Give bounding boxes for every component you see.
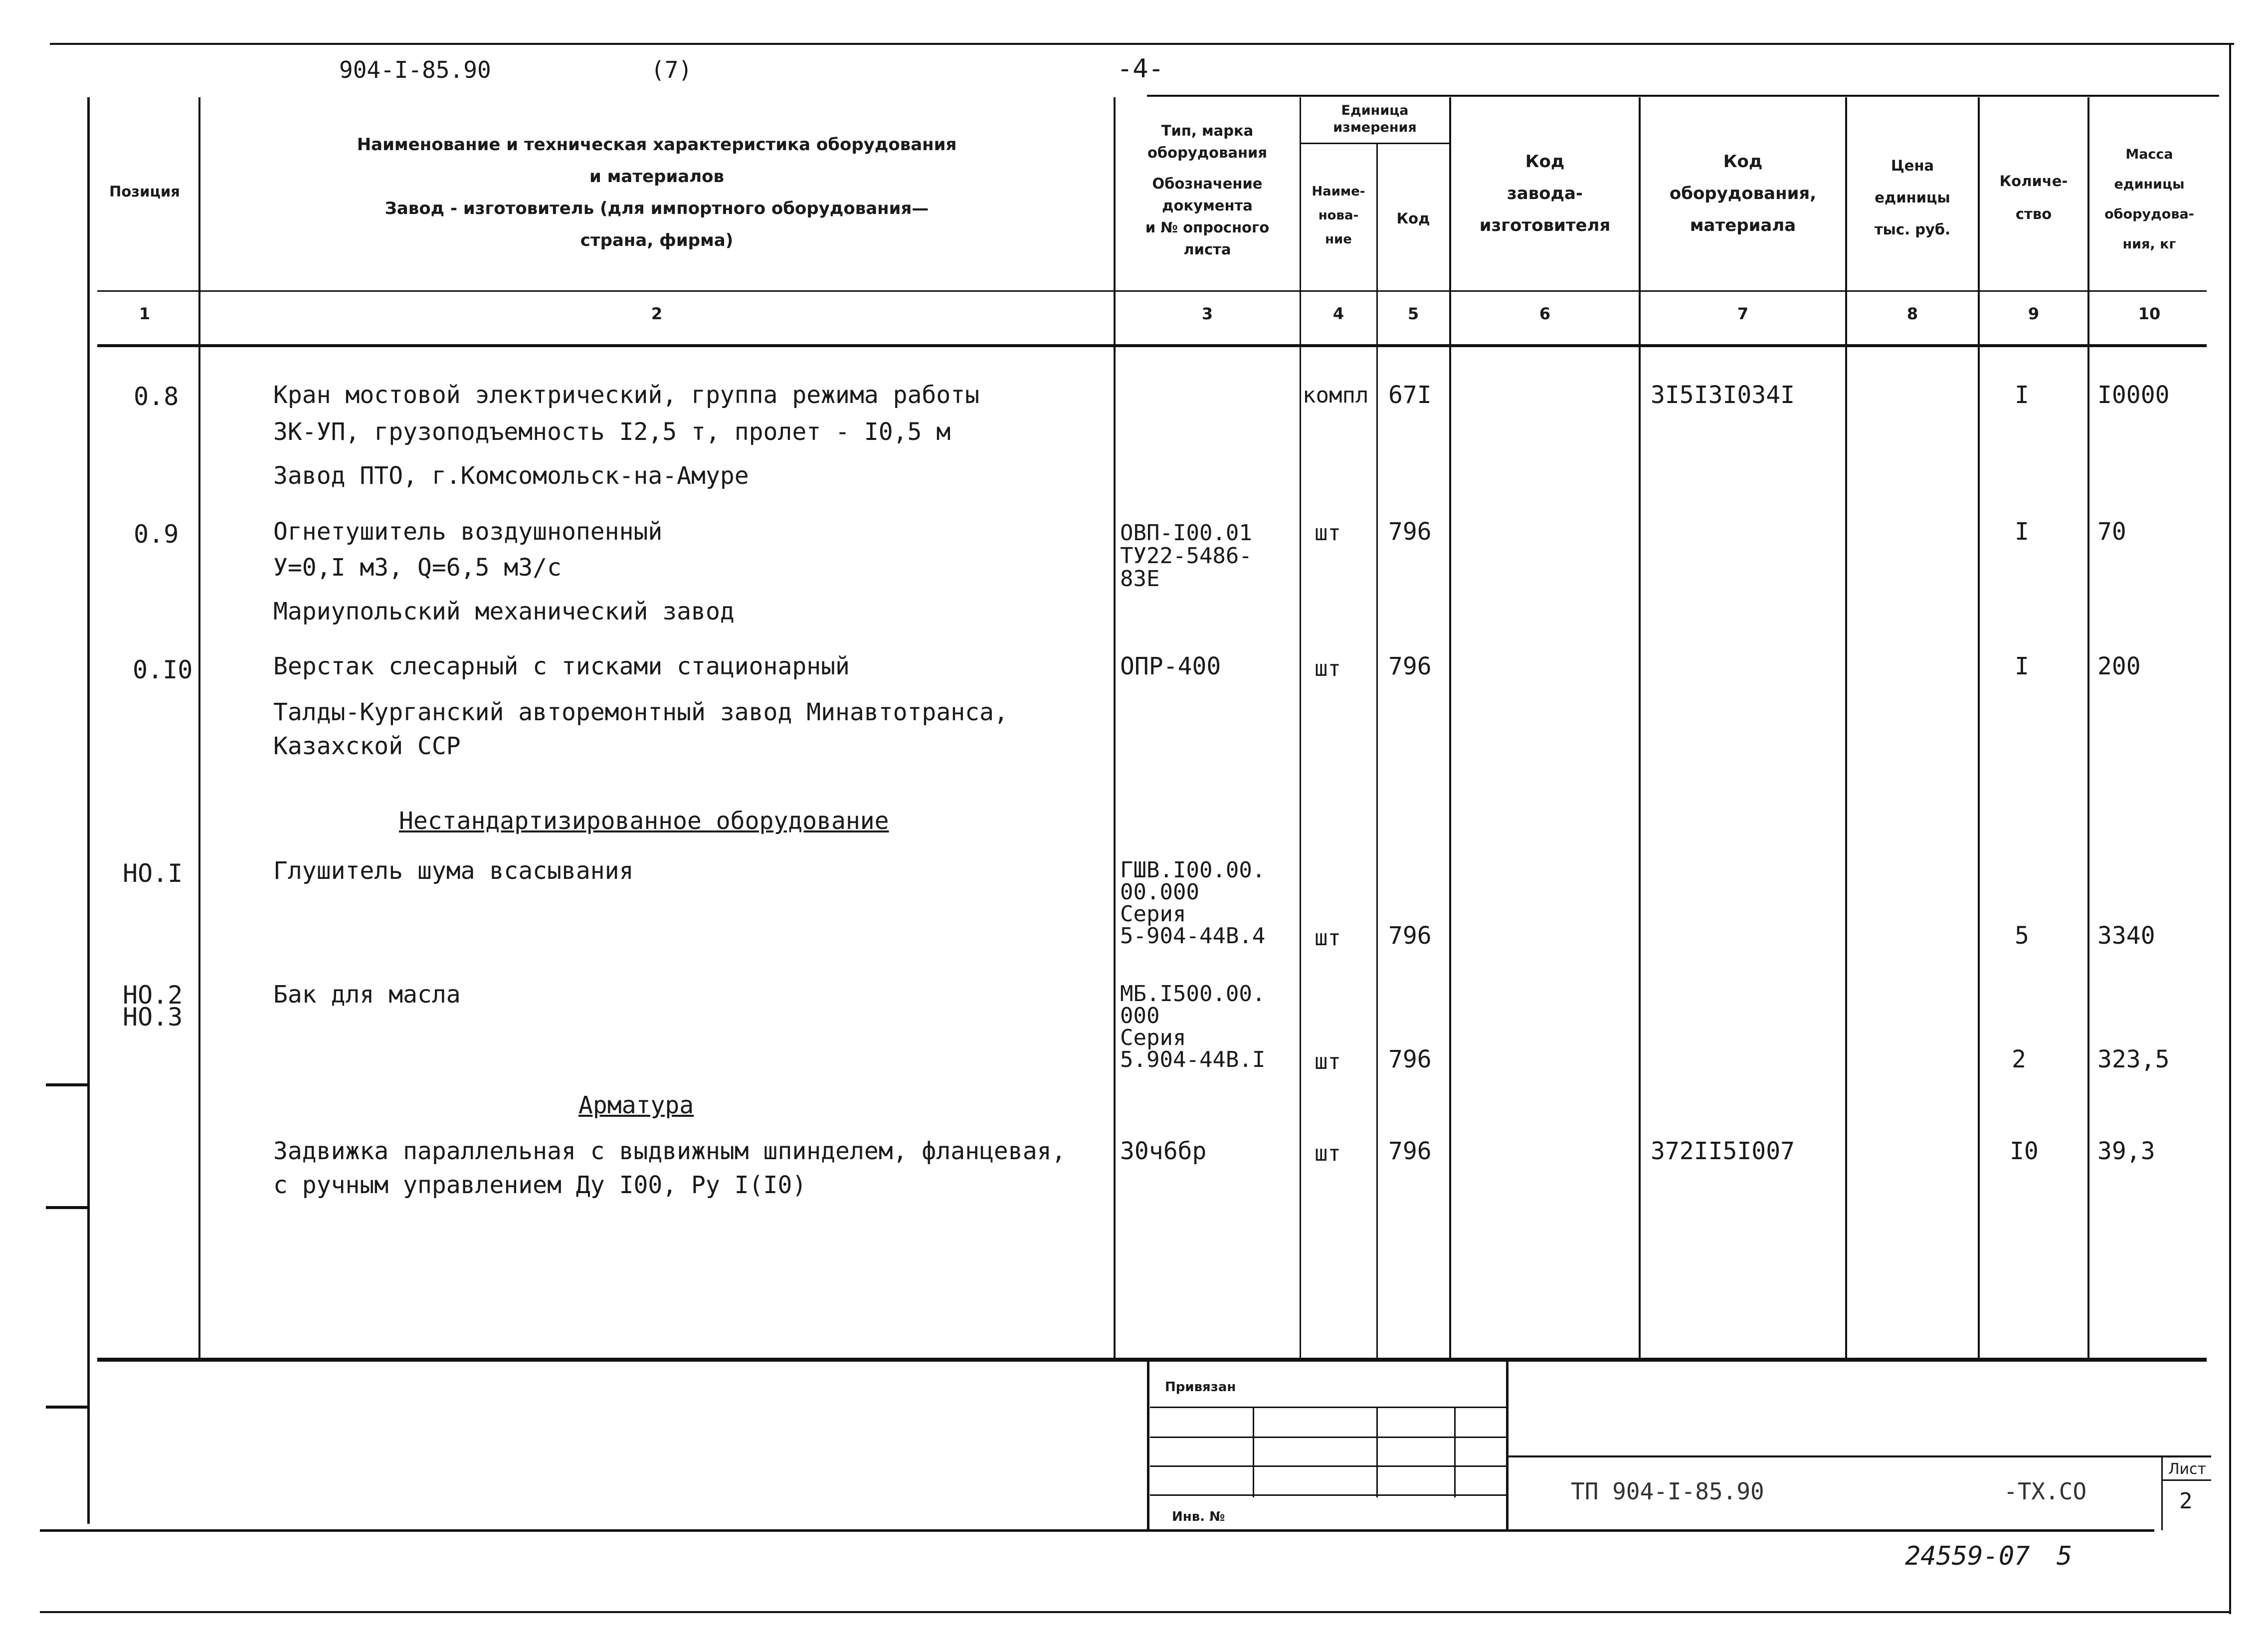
col-divider <box>2087 97 2089 1359</box>
row-equipment-code: 372II5I007 <box>1651 1137 1795 1165</box>
col-divider <box>1978 97 1980 1359</box>
binding-mark <box>46 1206 90 1209</box>
titleblock-line <box>1508 1455 2211 1457</box>
row-document: ОПР-400 <box>1120 652 1221 680</box>
header-price: Цена единицы тыс. руб. <box>1874 157 1951 238</box>
page-number: -4- <box>1117 54 1164 84</box>
row-document: ОВП-I00.01 <box>1120 520 1252 546</box>
row-name: 3К-УП, грузоподъемность I2,5 т, пролет - I0,5 м <box>273 418 951 446</box>
attached-label: Привязан <box>1165 1380 1236 1395</box>
row-document: 5-904-44В.4 <box>1120 923 1266 949</box>
row-mass: 200 <box>2097 652 2141 680</box>
col-number: 10 <box>2138 304 2161 323</box>
header-unit-code: Код <box>1396 210 1430 227</box>
titleblock-line <box>1506 1362 1509 1531</box>
frame-bottom-inner-line <box>40 1529 2154 1532</box>
doc-code: 904-I-85.90 <box>339 56 491 83</box>
frame-right-line <box>2229 43 2231 1614</box>
col-divider <box>1300 97 1301 1359</box>
titleblock-line <box>1150 1407 1506 1408</box>
col-number: 4 <box>1332 304 1344 323</box>
row-name: Задвижка параллельная с выдвижным шпинделем, фланцевая, <box>273 1137 1066 1165</box>
titleblock-line <box>1147 1362 1149 1531</box>
header-mass: Масса единицы оборудова- ния, кг <box>2104 147 2194 252</box>
titleblock-line <box>1376 1408 1378 1497</box>
row-position: 0.8 <box>134 382 179 411</box>
row-unit-code: 796 <box>1388 652 1432 680</box>
col-number: 7 <box>1737 304 1749 323</box>
titleblock-line <box>1454 1408 1456 1497</box>
binding-mark <box>46 1406 90 1409</box>
col-number: 6 <box>1539 304 1551 323</box>
row-name: Верстак слесарный с тисками стационарный <box>273 652 850 680</box>
row-document: ТУ22-5486- <box>1120 543 1252 569</box>
footer-number: 24559-07 <box>1905 1541 2030 1571</box>
row-quantity: 5 <box>2015 922 2029 950</box>
col-divider <box>1376 143 1378 1360</box>
frame-top-right-line <box>1147 95 2219 97</box>
binding-mark <box>46 1083 90 1086</box>
row-manufacturer: Талды-Курганский авторемонтный завод Минавтотранса, <box>273 698 1008 726</box>
row-unit: шт <box>1315 1141 1341 1166</box>
row-unit-code: 796 <box>1388 922 1432 950</box>
row-mass: 3340 <box>2097 922 2155 950</box>
doc-part: (7) <box>651 56 693 83</box>
row-position: НО.3 <box>123 1003 183 1031</box>
row-document: Серия <box>1120 901 1186 927</box>
col-number: 8 <box>1906 304 1918 323</box>
row-document: ГШВ.I00.00. <box>1120 857 1266 883</box>
header-equipment-code: Код оборудования, материала <box>1669 152 1817 235</box>
row-unit: шт <box>1315 1049 1341 1074</box>
row-manufacturer: Казахской ССР <box>273 732 461 760</box>
section-heading: Нестандартизированное оборудование <box>399 807 889 835</box>
header-name: Наименование и техническая характеристика оборудования и материалов Завод - изготовитель (для импортного оборудования— страна, фирма) <box>357 135 957 250</box>
row-name: Глушитель шума всасывания <box>273 857 634 885</box>
row-mass: 39,3 <box>2097 1137 2155 1165</box>
row-quantity: 2 <box>2012 1045 2026 1073</box>
header-position: Позиция <box>109 183 180 200</box>
row-name: Огнетушитель воздушнопенный <box>273 518 663 546</box>
row-manufacturer: Завод ПТО, г.Комсомольск-на-Амуре <box>273 462 749 490</box>
row-quantity: I <box>2015 381 2029 409</box>
titleblock-line <box>1150 1437 1506 1438</box>
row-unit-code: 796 <box>1388 1045 1432 1073</box>
header-quantity: Количе- ство <box>1999 173 2068 222</box>
col-divider <box>1845 97 1847 1359</box>
colnum-bottom-line <box>97 344 2207 347</box>
titleblock-line <box>1150 1465 1506 1467</box>
col-divider <box>1114 97 1116 1359</box>
row-unit-code: 796 <box>1388 518 1432 546</box>
row-manufacturer: Мариупольский механический завод <box>273 598 735 625</box>
row-document: Серия <box>1120 1025 1186 1050</box>
header-type: Тип, марка оборудования Обозначение документа и № опросного листа <box>1145 122 1270 258</box>
stamp-designation: ТП 904-I-85.90 <box>1571 1478 1764 1505</box>
row-document: 83Е <box>1120 566 1160 592</box>
stamp-suffix: -ТХ.СО <box>2004 1478 2087 1505</box>
row-mass: 323,5 <box>2097 1045 2170 1073</box>
titleblock-line <box>2161 1479 2211 1481</box>
row-name: с ручным управлением Ду I00, Ру I(I0) <box>273 1171 807 1199</box>
row-document: 5.904-44В.I <box>1120 1047 1266 1072</box>
inventory-label: Инв. № <box>1172 1509 1225 1524</box>
row-name: Бак для масла <box>273 981 461 1009</box>
sheet-list-label: Лист <box>2168 1460 2207 1478</box>
col-number: 1 <box>139 304 151 323</box>
frame-top-line <box>50 43 2234 45</box>
row-document: 00.000 <box>1120 879 1199 905</box>
titleblock-line <box>1150 1494 1506 1496</box>
table-bottom-line <box>97 1358 2207 1362</box>
titleblock-line <box>2161 1455 2163 1530</box>
row-position: 0.I0 <box>133 655 193 684</box>
row-unit-code: 67I <box>1388 381 1432 409</box>
unit-header-divider <box>1300 143 1449 144</box>
row-unit-code: 796 <box>1388 1137 1432 1165</box>
col-number: 9 <box>2028 304 2040 323</box>
row-unit: компл <box>1303 383 1369 408</box>
header-plant-code: Код завода- изготовителя <box>1479 152 1611 235</box>
frame-bottom-line <box>40 1611 2231 1613</box>
sheet-list-number: 2 <box>2179 1488 2193 1514</box>
row-document: 000 <box>1120 1003 1160 1029</box>
titleblock-line <box>1253 1408 1254 1497</box>
row-unit: шт <box>1315 520 1341 546</box>
col-number: 2 <box>651 304 663 323</box>
col-number: 3 <box>1201 304 1213 323</box>
col-number: 5 <box>1407 304 1419 323</box>
row-document: 30ч6бр <box>1120 1137 1207 1165</box>
row-document: МБ.I500.00. <box>1120 981 1266 1007</box>
row-name: Кран мостовой электрический, группа режима работы <box>273 381 980 409</box>
row-unit: шт <box>1315 656 1341 681</box>
row-mass: I0000 <box>2097 381 2170 409</box>
row-unit: шт <box>1315 925 1341 951</box>
row-position: 0.9 <box>134 520 179 549</box>
row-quantity: I <box>2015 652 2029 680</box>
section-heading: Арматура <box>578 1091 694 1119</box>
header-bottom-line <box>97 290 2207 292</box>
footer-page: 5 <box>2057 1541 2073 1571</box>
col-divider <box>198 97 200 1359</box>
header-unit: Единица измерения <box>1333 103 1417 135</box>
row-quantity: I <box>2015 518 2029 546</box>
row-equipment-code: 3I5I3I034I <box>1651 381 1795 409</box>
row-quantity: I0 <box>2010 1137 2039 1165</box>
col-divider <box>1449 97 1451 1359</box>
row-mass: 70 <box>2097 518 2126 546</box>
row-position: НО.2 <box>123 981 183 1010</box>
header-unit-name: Наиме- нова- ние <box>1312 184 1365 247</box>
col-divider <box>1639 97 1641 1359</box>
row-name: У=0,I м3, Q=6,5 м3/с <box>273 554 562 582</box>
row-position: НО.I <box>123 859 183 888</box>
